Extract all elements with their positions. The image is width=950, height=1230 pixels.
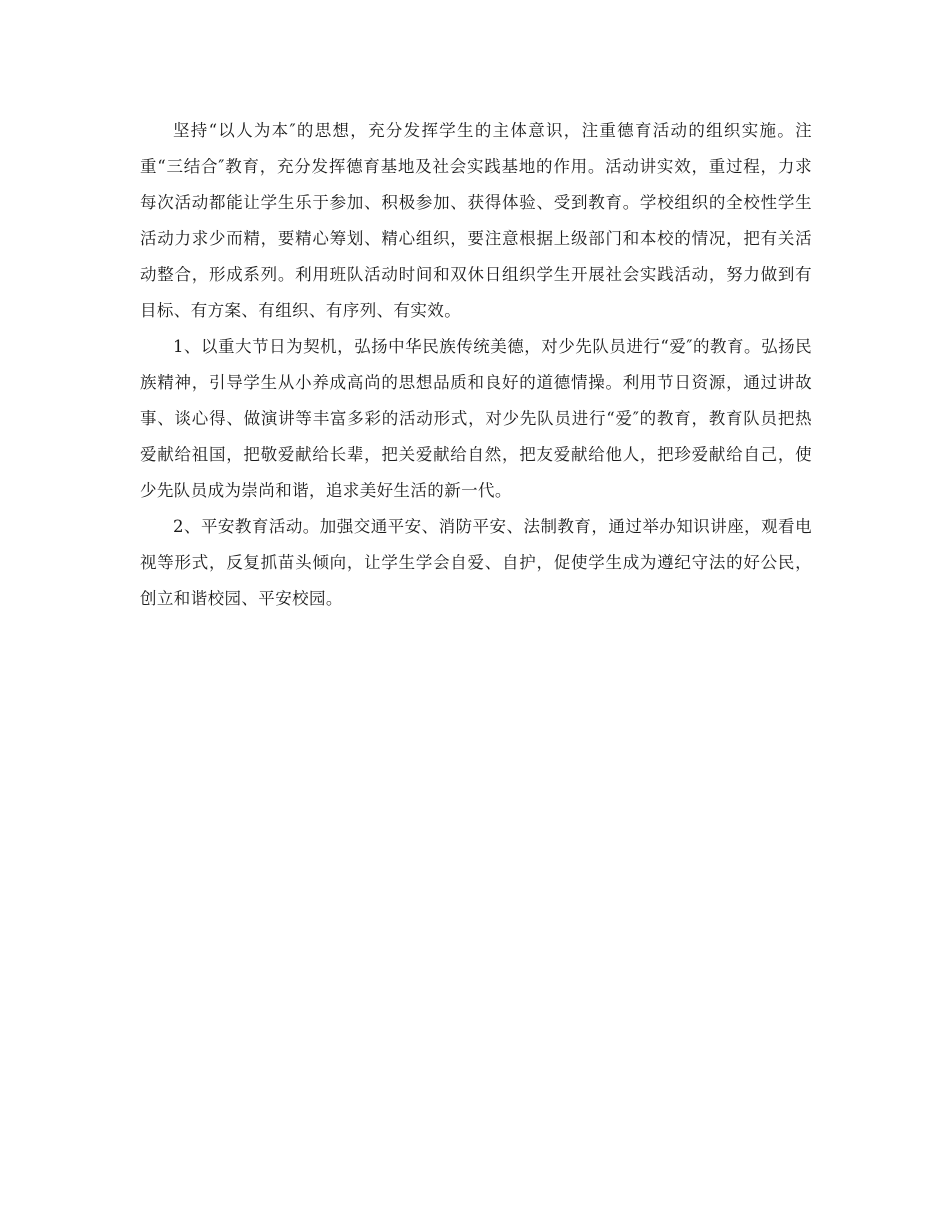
paragraph-intro: 坚持“以人为本″的思想，充分发挥学生的主体意识，注重德育活动的组织实施。注重“三结合″教育，充分发挥德育基地及社会实践基地的作用。活动讲实效，重过程，力求每次活动都能让学生乐于参加、积极参加、获得体验、受到教育。学校组织的全校性学生活动力求少而精，要精心筹划、精心组织，要注意根据上级部门和本校的情况，把有关活动整合，形成系列。利用班队活动时间和双休日组织学生开展社会实践活动，努力做到有目标、有方案、有组织、有序列、有实效。 <box>140 121 812 320</box>
document-body <box>140 113 812 617</box>
paragraph-item-1: 1、以重大节日为契机，弘扬中华民族传统美德，对少先队员进行“爱″的教育。弘扬民族精神，引导学生从小养成高尚的思想品质和良好的道德情操。利用节日资源，通过讲故事、谈心得、做演讲等丰富多彩的活动形式，对少先队员进行“爱″的教育，教育队员把热爱献给祖国，把敬爱献给长辈，把关爱献给自然，把友爱献给他人，把珍爱献给自己，使少先队员成为崇尚和谐，追求美好生活的新一代。 <box>140 337 812 500</box>
paragraph-item-2: 2、平安教育活动。加强交通平安、消防平安、法制教育，通过举办知识讲座，观看电视等形式，反复抓苗头倾向，让学生学会自爱、自护，促使学生成为遵纪守法的好公民，创立和谐校园、平安校园。 <box>140 517 812 608</box>
